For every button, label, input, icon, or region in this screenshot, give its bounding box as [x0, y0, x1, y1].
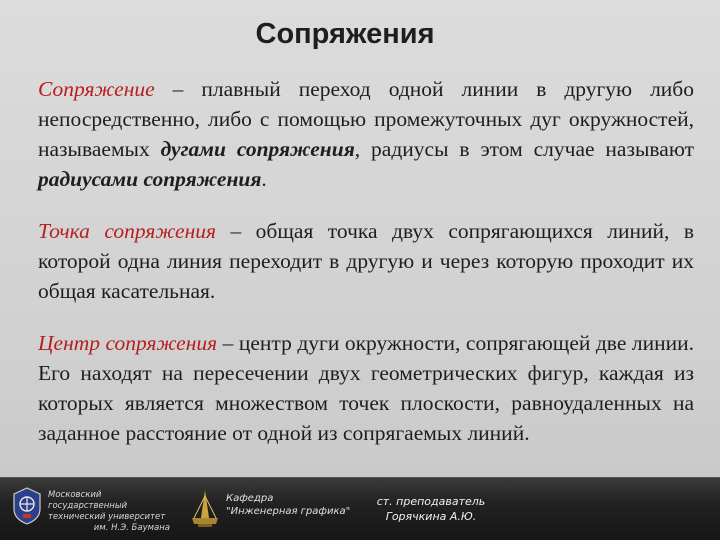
- term-conjugation: Сопряжение: [38, 77, 155, 101]
- definition-text: – центр дуги окружности, сопрягающей две линии. Его находят на пересечении двух геометрических фигур, каждая из которых является множеством точек плоскости, равноудаленных на заданное расстояние от одной из сопрягаемых линий.: [38, 331, 694, 445]
- definition-center: [38, 328, 694, 448]
- term-point: Точка сопряжения: [38, 219, 216, 243]
- university-name: [48, 490, 178, 534]
- author-name: Горячкина А.Ю.: [385, 510, 477, 523]
- definition-text: – плавный переход одной линии в другую либо непосредственно, либо с помощью промежуточных дуг окружностей, называемых: [38, 77, 694, 161]
- definition-point: [38, 216, 694, 306]
- footer-bar: [0, 477, 720, 540]
- university-line: технический университет: [48, 512, 166, 522]
- term-arcs: дугами сопряжения: [160, 137, 355, 161]
- department-name: [226, 492, 350, 518]
- university-line: Московский государственный: [48, 490, 128, 511]
- author-position: ст. преподаватель: [376, 495, 486, 508]
- page-title: Сопряжения: [255, 18, 435, 50]
- definition-text: , радиусы в этом случае называют: [354, 137, 694, 161]
- university-emblem-icon: [12, 487, 42, 525]
- author-credit: [356, 494, 506, 524]
- term-center: Центр сопряжения: [38, 331, 218, 355]
- definition-text: .: [261, 167, 267, 191]
- definition-conjugation: [38, 74, 694, 194]
- department-emblem-icon: [186, 488, 224, 528]
- department-line: Кафедра: [226, 493, 274, 504]
- definition-text: – общая точка двух сопрягающихся линий, в которой одна линия переходит в другую и через которую проходит их общая касательная.: [38, 219, 694, 303]
- department-line: "Инженерная графика": [226, 506, 351, 517]
- term-radii: радиусами сопряжения: [38, 167, 262, 191]
- university-line: им. Н.Э. Баумана: [93, 523, 170, 533]
